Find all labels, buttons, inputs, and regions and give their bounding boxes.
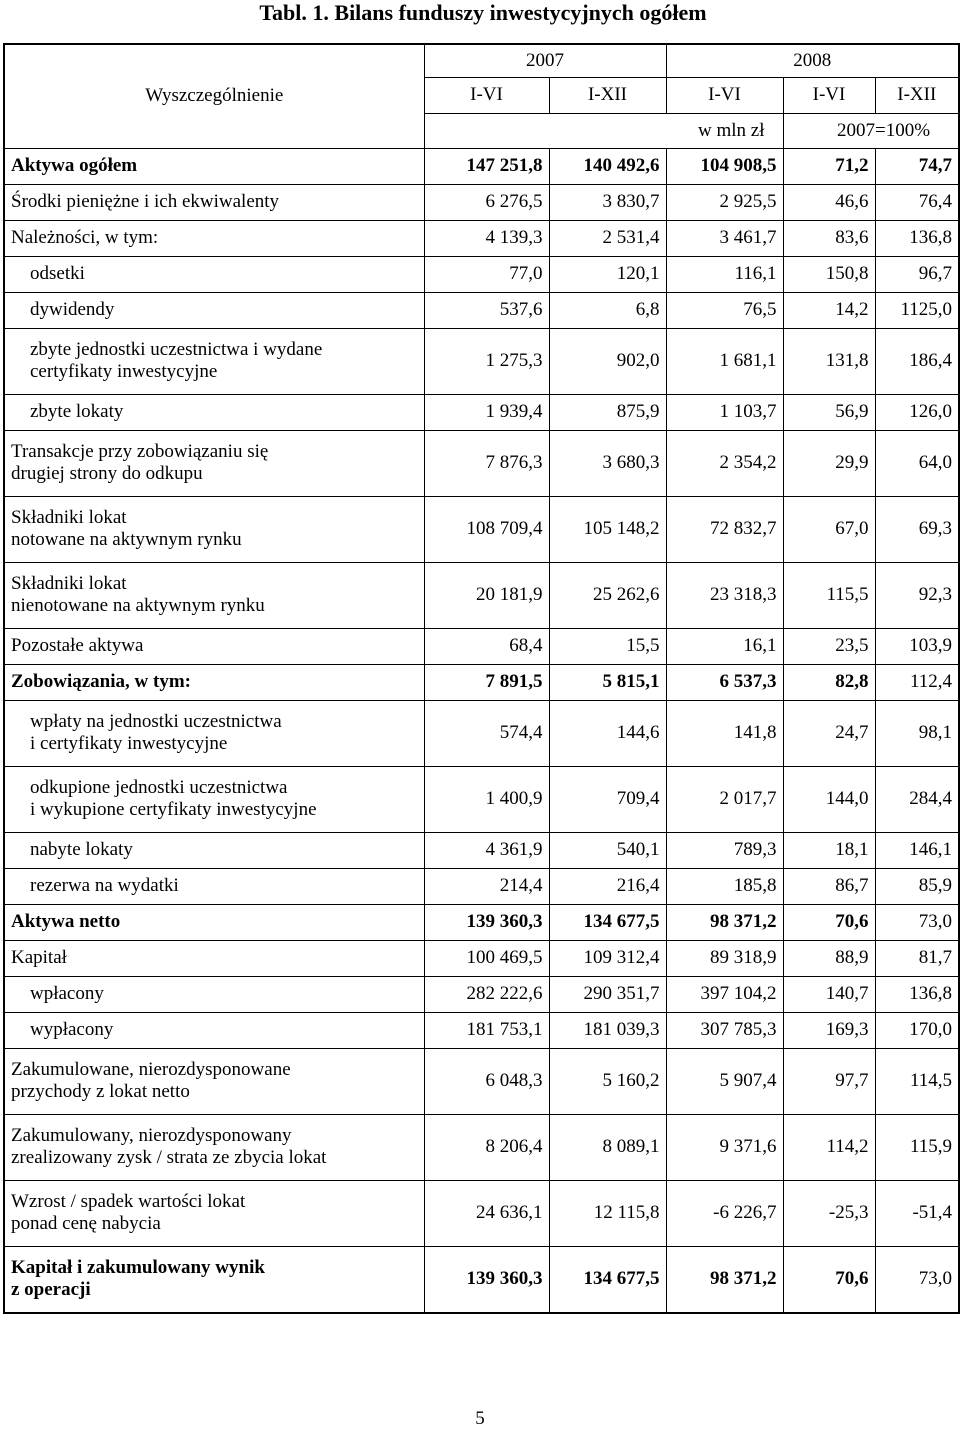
fund-balance-table — [3, 43, 960, 1314]
row-value: 104 908,5 — [666, 148, 783, 184]
row-value: 5 907,4 — [666, 1048, 783, 1114]
unit-header-index: 2007=100% — [783, 113, 959, 148]
row-value: 76,4 — [875, 184, 959, 220]
row-label-line: i wykupione certyfikaty inwestycyjne — [30, 799, 317, 820]
row-value: 103,9 — [875, 628, 959, 664]
row-value: 140 492,6 — [549, 148, 666, 184]
table-row — [4, 1246, 959, 1313]
row-value: 170,0 — [875, 1012, 959, 1048]
row-value: 5 160,2 — [549, 1048, 666, 1114]
row-value: 14,2 — [783, 292, 875, 328]
row-value: 82,8 — [783, 664, 875, 700]
row-value: 67,0 — [783, 496, 875, 562]
row-value: 134 677,5 — [549, 1246, 666, 1313]
row-value: 3 680,3 — [549, 430, 666, 496]
row-value: 68,4 — [424, 628, 549, 664]
row-value: 140,7 — [783, 976, 875, 1012]
row-value: 397 104,2 — [666, 976, 783, 1012]
row-label-line: Składniki lokat — [11, 573, 127, 594]
row-value: 185,8 — [666, 868, 783, 904]
row-value: 141,8 — [666, 700, 783, 766]
row-value: 76,5 — [666, 292, 783, 328]
row-value: 97,7 — [783, 1048, 875, 1114]
year-header-2008: 2008 — [666, 44, 959, 77]
row-label: wypłacony — [4, 1012, 424, 1048]
row-value: 114,2 — [783, 1114, 875, 1180]
row-value: 307 785,3 — [666, 1012, 783, 1048]
row-label: nabyte lokaty — [4, 832, 424, 868]
row-value: 216,4 — [549, 868, 666, 904]
table-row — [4, 700, 959, 766]
table-row — [4, 904, 959, 940]
row-value: 875,9 — [549, 394, 666, 430]
row-label-line: i certyfikaty inwestycyjne — [30, 733, 228, 754]
row-label-line: Kapitał i zakumulowany wynik — [11, 1257, 265, 1278]
row-value: 15,5 — [549, 628, 666, 664]
row-value: 3 830,7 — [549, 184, 666, 220]
row-value: 5 815,1 — [549, 664, 666, 700]
table-row — [4, 940, 959, 976]
row-value: 3 461,7 — [666, 220, 783, 256]
table-row — [4, 292, 959, 328]
row-value: 112,4 — [875, 664, 959, 700]
row-label: Środki pieniężne i ich ekwiwalenty — [4, 184, 424, 220]
row-label-line: ponad cenę nabycia — [11, 1213, 161, 1234]
column-header-label: Wyszczególnienie — [4, 44, 424, 148]
row-label: odsetki — [4, 256, 424, 292]
row-value: 56,9 — [783, 394, 875, 430]
row-value: 46,6 — [783, 184, 875, 220]
row-value: 7 876,3 — [424, 430, 549, 496]
row-value: 12 115,8 — [549, 1180, 666, 1246]
table-row — [4, 832, 959, 868]
row-label: Aktywa netto — [4, 904, 424, 940]
row-value: 105 148,2 — [549, 496, 666, 562]
table-row — [4, 496, 959, 562]
row-value: 115,9 — [875, 1114, 959, 1180]
row-label-line: zbyte jednostki uczestnictwa i wydane — [30, 339, 323, 360]
row-value: 537,6 — [424, 292, 549, 328]
row-value: 81,7 — [875, 940, 959, 976]
row-label-line: Zakumulowany, nierozdysponowany — [11, 1125, 292, 1146]
row-value: 24,7 — [783, 700, 875, 766]
row-value: 85,9 — [875, 868, 959, 904]
row-label-line: notowane na aktywnym rynku — [11, 529, 242, 550]
row-value: 23 318,3 — [666, 562, 783, 628]
period-header: I-XII — [549, 77, 666, 113]
row-value: 74,7 — [875, 148, 959, 184]
table-row — [4, 628, 959, 664]
row-label-line: wpłaty na jednostki uczestnictwa — [30, 711, 282, 732]
row-value: 150,8 — [783, 256, 875, 292]
row-label: Zobowiązania, w tym: — [4, 664, 424, 700]
row-value: 92,3 — [875, 562, 959, 628]
table-row — [4, 220, 959, 256]
row-value: 83,6 — [783, 220, 875, 256]
row-label — [4, 1180, 424, 1246]
row-label — [4, 1246, 424, 1313]
row-value: 2 531,4 — [549, 220, 666, 256]
row-value: 2 925,5 — [666, 184, 783, 220]
table-row — [4, 394, 959, 430]
row-value: 7 891,5 — [424, 664, 549, 700]
row-value: 540,1 — [549, 832, 666, 868]
row-value: 24 636,1 — [424, 1180, 549, 1246]
row-value: 108 709,4 — [424, 496, 549, 562]
table-row — [4, 256, 959, 292]
row-value: 6,8 — [549, 292, 666, 328]
row-label: Pozostałe aktywa — [4, 628, 424, 664]
row-label-line: Transakcje przy zobowiązaniu się — [11, 441, 269, 462]
row-label-line: Składniki lokat — [11, 507, 127, 528]
table-row — [4, 868, 959, 904]
row-value: 139 360,3 — [424, 1246, 549, 1313]
row-value: 86,7 — [783, 868, 875, 904]
row-value: -6 226,7 — [666, 1180, 783, 1246]
row-value: 186,4 — [875, 328, 959, 394]
row-value: 136,8 — [875, 220, 959, 256]
row-value: 98 371,2 — [666, 1246, 783, 1313]
row-value: 1 275,3 — [424, 328, 549, 394]
row-value: 181 039,3 — [549, 1012, 666, 1048]
table-row — [4, 430, 959, 496]
row-label: Należności, w tym: — [4, 220, 424, 256]
row-value: 2 017,7 — [666, 766, 783, 832]
table-row — [4, 766, 959, 832]
row-value: 126,0 — [875, 394, 959, 430]
period-header: I-XII — [875, 77, 959, 113]
row-value: 134 677,5 — [549, 904, 666, 940]
table-row — [4, 1048, 959, 1114]
table-row — [4, 664, 959, 700]
row-value: 214,4 — [424, 868, 549, 904]
row-label-line: przychody z lokat netto — [11, 1081, 190, 1102]
row-value: 1 939,4 — [424, 394, 549, 430]
row-label: Aktywa ogółem — [4, 148, 424, 184]
row-value: 136,8 — [875, 976, 959, 1012]
row-value: 98,1 — [875, 700, 959, 766]
row-value: 139 360,3 — [424, 904, 549, 940]
row-label — [4, 328, 424, 394]
row-value: 282 222,6 — [424, 976, 549, 1012]
row-value: -25,3 — [783, 1180, 875, 1246]
table-row — [4, 1012, 959, 1048]
row-label — [4, 562, 424, 628]
row-label-line: drugiej strony do odkupu — [11, 463, 203, 484]
row-value: 1 400,9 — [424, 766, 549, 832]
table-row — [4, 328, 959, 394]
row-value: 18,1 — [783, 832, 875, 868]
row-value: 88,9 — [783, 940, 875, 976]
row-value: 574,4 — [424, 700, 549, 766]
row-value: 29,9 — [783, 430, 875, 496]
row-value: 23,5 — [783, 628, 875, 664]
table-title — [0, 0, 960, 30]
row-label — [4, 430, 424, 496]
row-value: 120,1 — [549, 256, 666, 292]
row-value: 9 371,6 — [666, 1114, 783, 1180]
row-value: 16,1 — [666, 628, 783, 664]
row-value: 115,5 — [783, 562, 875, 628]
row-value: 89 318,9 — [666, 940, 783, 976]
row-label — [4, 1048, 424, 1114]
year-header-2007: 2007 — [424, 44, 666, 77]
row-label: Kapitał — [4, 940, 424, 976]
row-value: 1 103,7 — [666, 394, 783, 430]
row-value: 144,0 — [783, 766, 875, 832]
row-label-line: z operacji — [11, 1279, 91, 1300]
row-value: 902,0 — [549, 328, 666, 394]
row-value: 4 139,3 — [424, 220, 549, 256]
row-value: 96,7 — [875, 256, 959, 292]
row-value: 114,5 — [875, 1048, 959, 1114]
table-row — [4, 148, 959, 184]
row-value: 70,6 — [783, 1246, 875, 1313]
table-row — [4, 1114, 959, 1180]
row-value: 2 354,2 — [666, 430, 783, 496]
row-label — [4, 1114, 424, 1180]
row-value: 290 351,7 — [549, 976, 666, 1012]
row-value: 6 048,3 — [424, 1048, 549, 1114]
row-value: 100 469,5 — [424, 940, 549, 976]
row-label-line: nienotowane na aktywnym rynku — [11, 595, 265, 616]
row-label: rezerwa na wydatki — [4, 868, 424, 904]
row-label — [4, 496, 424, 562]
row-value: 6 537,3 — [666, 664, 783, 700]
row-value: 20 181,9 — [424, 562, 549, 628]
row-value: 69,3 — [875, 496, 959, 562]
table-row — [4, 562, 959, 628]
row-value: 789,3 — [666, 832, 783, 868]
row-value: 147 251,8 — [424, 148, 549, 184]
row-label-line: Zakumulowane, nierozdysponowane — [11, 1059, 291, 1080]
row-label: wpłacony — [4, 976, 424, 1012]
row-value: 8 206,4 — [424, 1114, 549, 1180]
row-value: 169,3 — [783, 1012, 875, 1048]
row-label-line: odkupione jednostki uczestnictwa — [30, 777, 288, 798]
row-value: 71,2 — [783, 148, 875, 184]
row-value: 77,0 — [424, 256, 549, 292]
row-label — [4, 766, 424, 832]
period-header: I-VI — [783, 77, 875, 113]
row-value: 70,6 — [783, 904, 875, 940]
row-value: 73,0 — [875, 1246, 959, 1313]
row-label-line: zrealizowany zysk / strata ze zbycia lokat — [11, 1147, 327, 1168]
row-label — [4, 700, 424, 766]
row-value: 6 276,5 — [424, 184, 549, 220]
row-value: 64,0 — [875, 430, 959, 496]
unit-header-mln: w mln zł — [424, 113, 783, 148]
table-title-text: Tabl. 1. Bilans funduszy inwestycyjnych ogółem — [259, 0, 707, 25]
row-label: zbyte lokaty — [4, 394, 424, 430]
row-value: 109 312,4 — [549, 940, 666, 976]
period-header: I-VI — [666, 77, 783, 113]
row-label-line: Wzrost / spadek wartości lokat — [11, 1191, 246, 1212]
row-value: 144,6 — [549, 700, 666, 766]
row-value: 181 753,1 — [424, 1012, 549, 1048]
row-label-line: certyfikaty inwestycyjne — [30, 361, 218, 382]
row-value: 8 089,1 — [549, 1114, 666, 1180]
row-value: 1125,0 — [875, 292, 959, 328]
table-row — [4, 976, 959, 1012]
table-row — [4, 1180, 959, 1246]
period-header: I-VI — [424, 77, 549, 113]
row-value: 4 361,9 — [424, 832, 549, 868]
page-number: 5 — [475, 1408, 485, 1429]
row-label: dywidendy — [4, 292, 424, 328]
row-value: 1 681,1 — [666, 328, 783, 394]
row-value: 116,1 — [666, 256, 783, 292]
row-value: 131,8 — [783, 328, 875, 394]
row-value: 709,4 — [549, 766, 666, 832]
table-row — [4, 184, 959, 220]
row-value: 284,4 — [875, 766, 959, 832]
row-value: 73,0 — [875, 904, 959, 940]
row-value: 25 262,6 — [549, 562, 666, 628]
row-value: -51,4 — [875, 1180, 959, 1246]
row-value: 98 371,2 — [666, 904, 783, 940]
row-value: 146,1 — [875, 832, 959, 868]
row-value: 72 832,7 — [666, 496, 783, 562]
